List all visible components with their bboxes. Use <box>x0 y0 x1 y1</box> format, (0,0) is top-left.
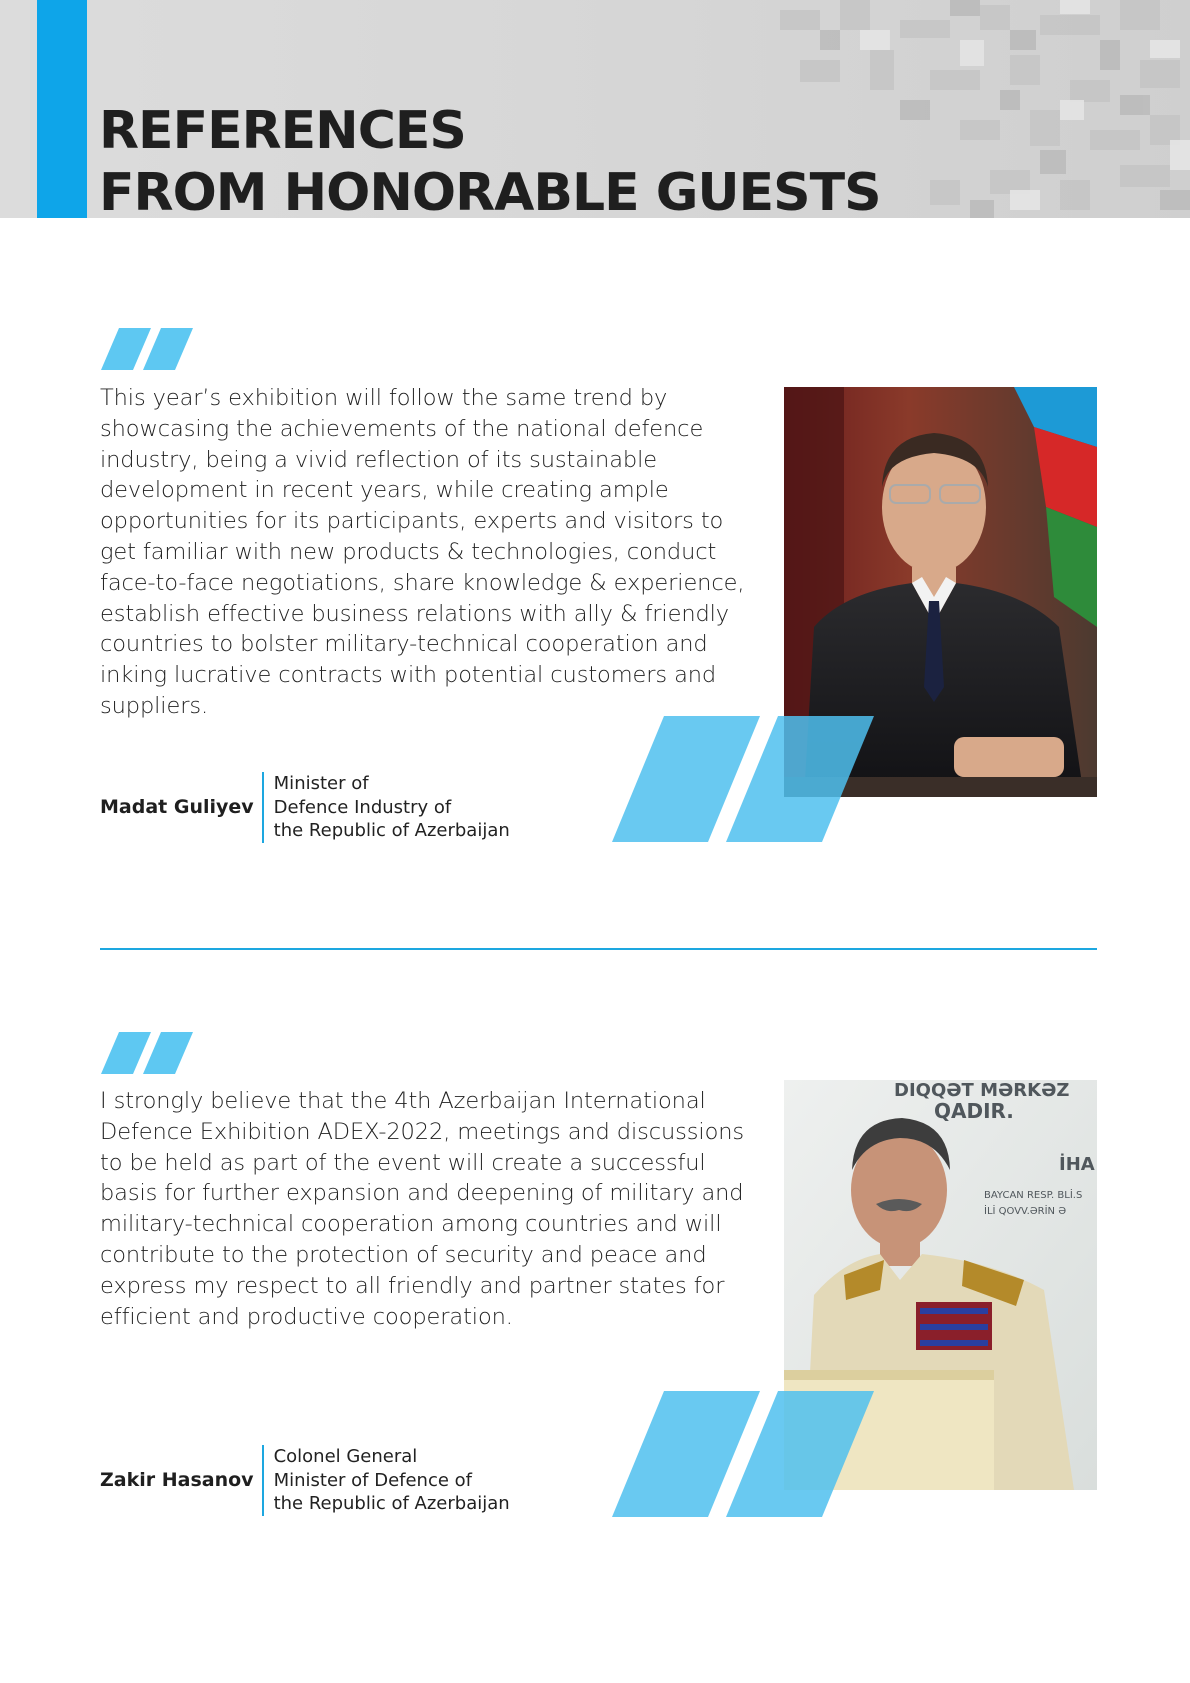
quote-mark-icon <box>101 328 193 370</box>
signature-title-line: Defence Industry of <box>273 796 452 818</box>
section-divider <box>100 948 1097 950</box>
decorative-parallelograms <box>612 1391 874 1517</box>
signature-title-line: Colonel General <box>273 1446 418 1467</box>
accent-bar <box>37 0 87 218</box>
quote-text-2: I strongly believe that the 4th Azerbaijan International Defence Exhibition ADEX-2022, meetings and discussions to be held as part of the event will create a successful basis for further expansion and deepening of military and military-technical cooperation among countries and will contribute to the protection of security and peace and express my respect to all friendly and partner states for efficient and productive cooperation. <box>100 1088 745 1330</box>
page-header <box>0 0 1190 218</box>
signature-title <box>262 1445 510 1516</box>
quote-text-1: This year’s exhibition will follow the same trend by showcasing the achievements of the national defence industry, being a vivid reflection of its sustainable development in recent years, while creating ample opportunities for its participants, experts and visitors to get familiar with new products & technologies, conduct face-to-face negotiations, share knowledge & experience, establish effective business relations with ally & friendly countries to bolster military-technical cooperation and inking lucrative contracts with potential customers and suppliers. <box>100 385 745 719</box>
title-line-1: REFERENCES <box>99 101 466 161</box>
photo-text: İHA <box>1059 1154 1095 1175</box>
signature-title-line: the Republic of Azerbaijan <box>273 1493 510 1514</box>
signature-title-line: Minister of Defence of <box>273 1469 473 1491</box>
photo-text: QADIR. <box>934 1099 1014 1123</box>
signature-title-line: the Republic of Azerbaijan <box>273 820 510 841</box>
signature-name: Zakir Hasanov <box>100 1469 254 1492</box>
title-line-2: FROM HONORABLE GUESTS <box>99 163 881 218</box>
page-title <box>99 100 881 218</box>
decorative-parallelograms <box>612 716 874 842</box>
quote-mark-icon <box>101 1032 193 1074</box>
signature-hasanov <box>100 1445 510 1516</box>
signature-title-line: Minister of <box>273 773 369 794</box>
photo-text: İLİ QOVV.ƏRİN Ə <box>984 1206 1067 1217</box>
photo-text: DIQQƏT MƏRKƏZ <box>894 1080 1070 1101</box>
photo-text: BAYCAN RESP. BLİ.S <box>984 1190 1083 1201</box>
signature-name: Madat Guliyev <box>100 796 254 819</box>
signature-guliyev <box>100 772 510 843</box>
signature-title <box>262 772 510 843</box>
